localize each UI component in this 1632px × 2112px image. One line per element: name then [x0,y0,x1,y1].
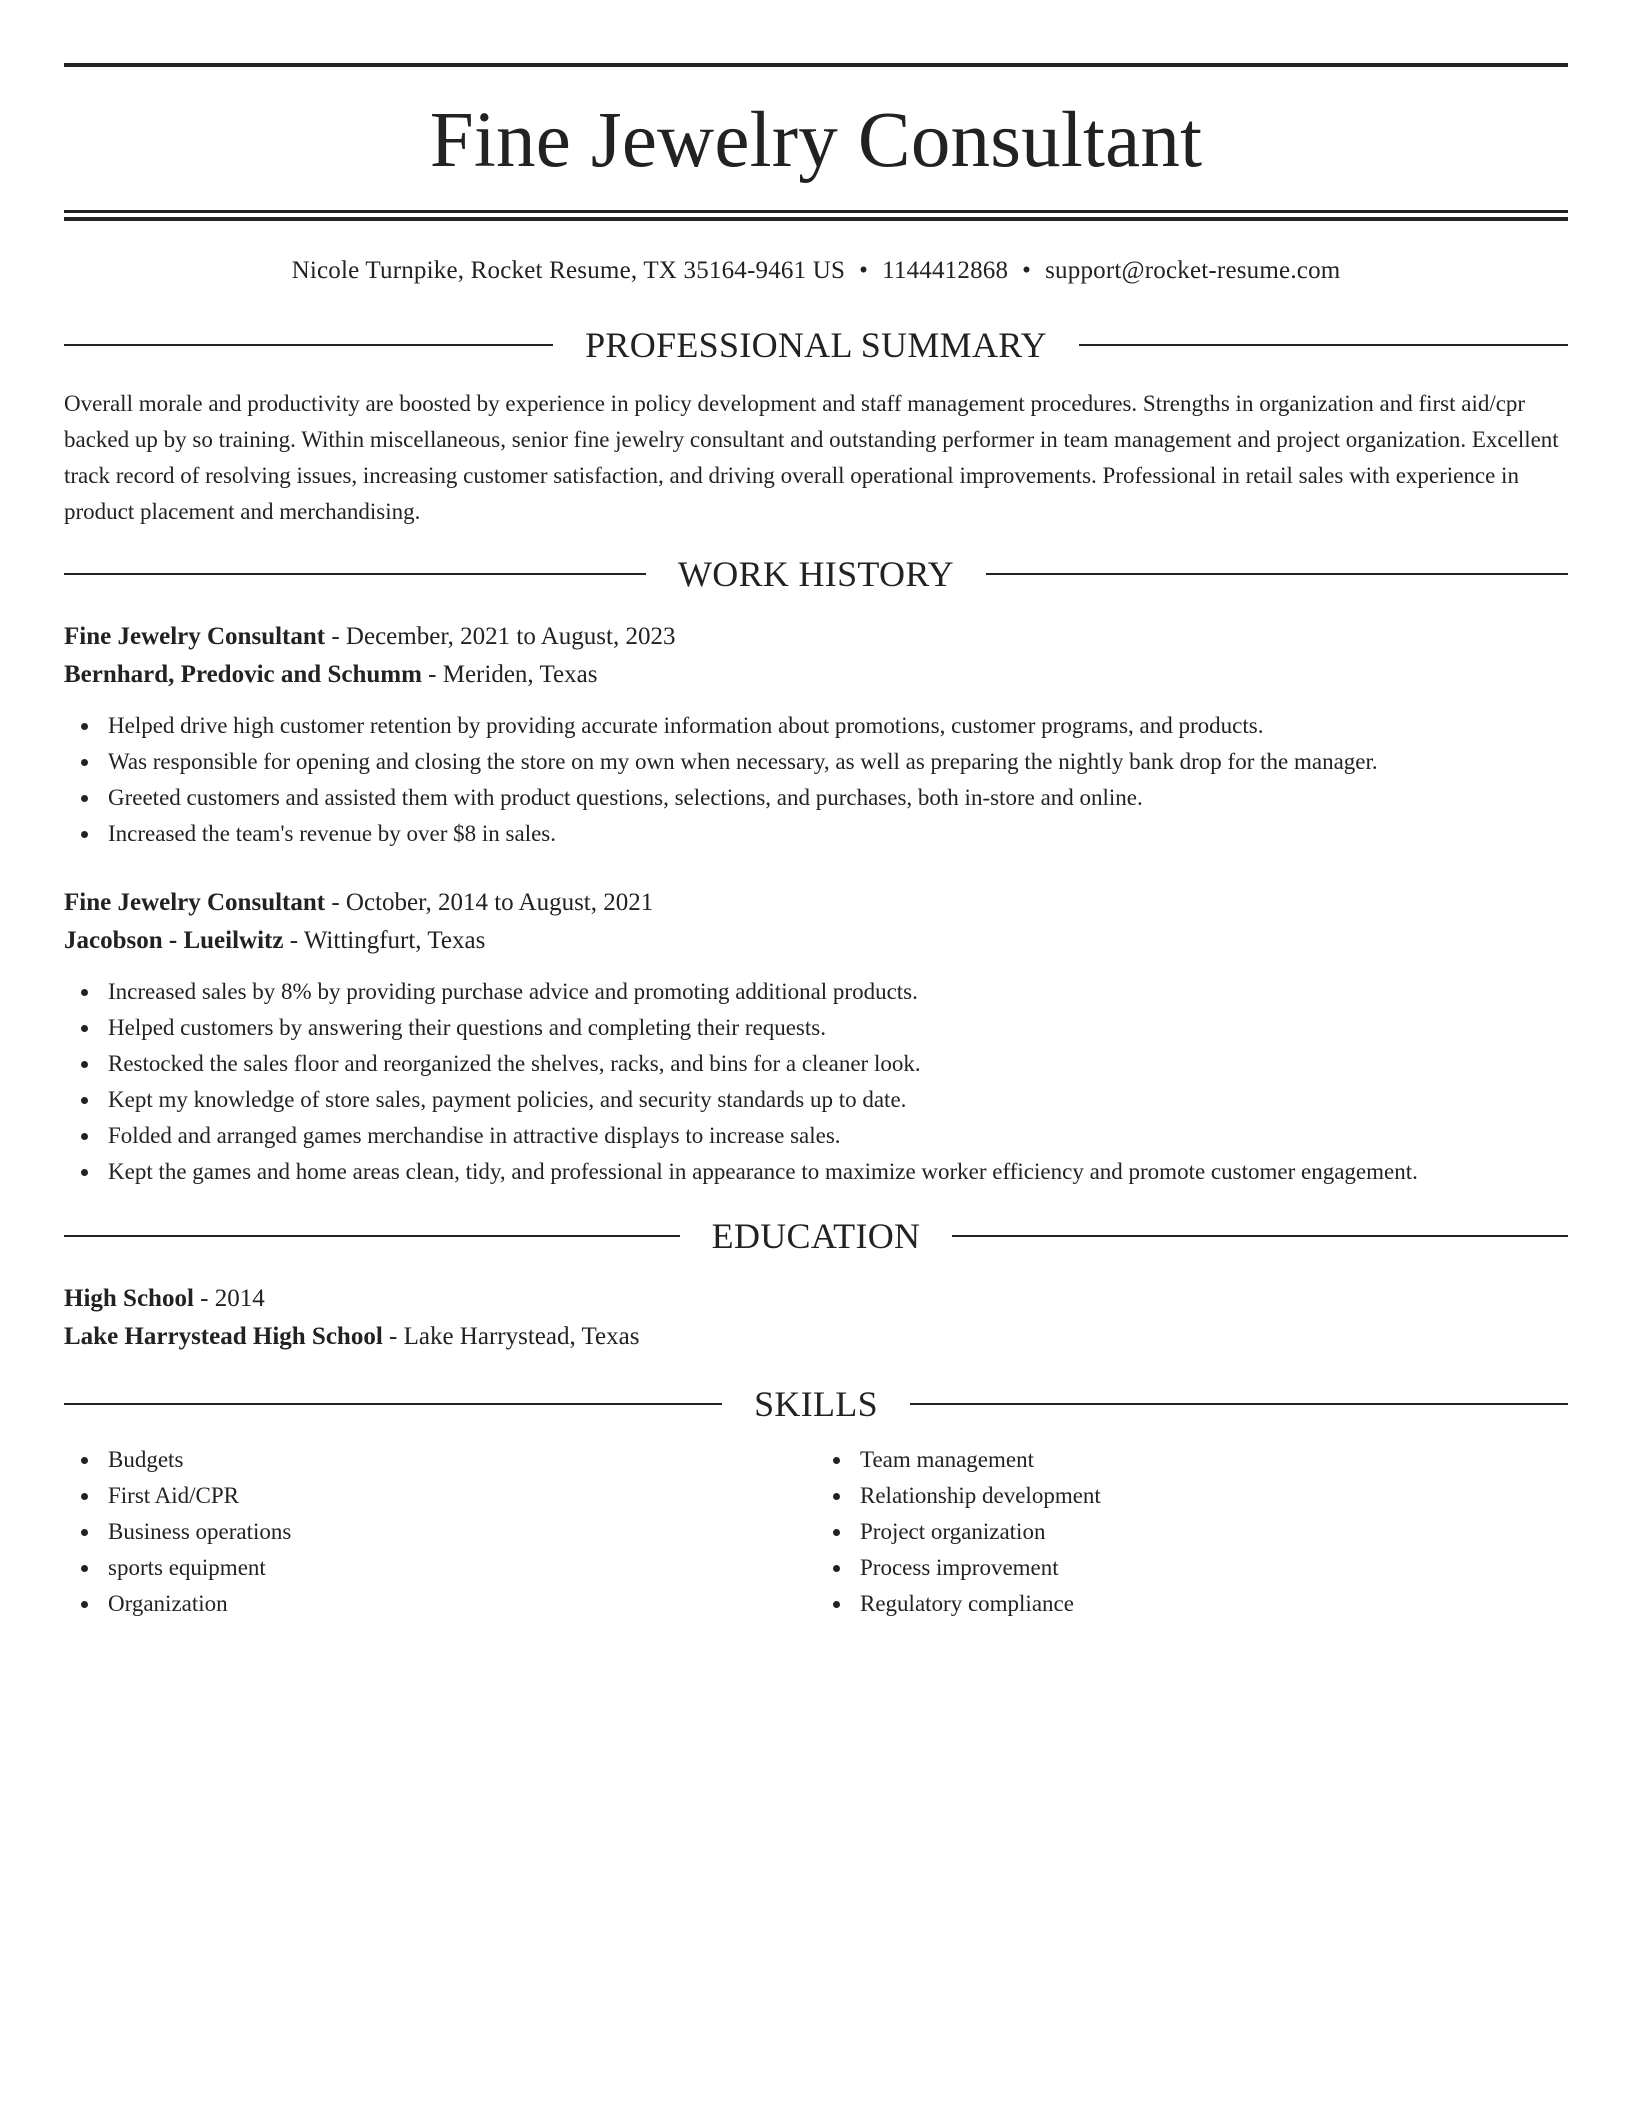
skill-item: Regulatory compliance [816,1586,1568,1622]
job-entry [64,618,1568,852]
skill-item: Relationship development [816,1478,1568,1514]
list-item: Was responsible for opening and closing the store on my own when necessary, as well as preparing the nightly bank drop for the manager. [64,744,1568,780]
list-item: Greeted customers and assisted them with product questions, selections, and purchases, both in-store and online. [64,780,1568,816]
education-location: - Lake Harrystead, Texas [382,1323,640,1350]
list-item: Restocked the sales floor and reorganized the shelves, racks, and bins for a cleaner look. [64,1046,1568,1082]
section-heading-summary [64,327,1568,363]
skill-item: Business operations [64,1514,816,1550]
section-title: SKILLS [754,1384,878,1424]
list-item: Folded and arranged games merchandise in attractive displays to increase sales. [64,1118,1568,1154]
job-location: - Meriden, Texas [421,661,598,688]
job-bullets [64,974,1568,1190]
skill-item: Organization [64,1586,816,1622]
section-heading-skills [64,1386,1568,1422]
education-degree: High School [64,1285,194,1312]
skills-list-right [816,1442,1568,1622]
job-location: - Wittingfurt, Texas [283,927,486,954]
divider [64,344,553,346]
divider [64,1403,722,1405]
title-double-rule [64,210,1568,221]
skill-item: sports equipment [64,1550,816,1586]
skill-item: Project organization [816,1514,1568,1550]
skill-item: Process improvement [816,1550,1568,1586]
divider [64,573,646,575]
contact-separator: • [1022,257,1032,284]
skill-item: First Aid/CPR [64,1478,816,1514]
resume-title: Fine Jewelry Consultant [429,97,1203,184]
divider [1079,344,1568,346]
education-school-line [64,1318,1568,1356]
divider [952,1235,1568,1237]
divider [64,1235,680,1237]
section-title: PROFESSIONAL SUMMARY [585,325,1047,365]
contact-email: support@rocket-resume.com [1045,257,1341,284]
summary-paragraph: Overall morale and productivity are boosted by experience in policy development and staff management procedures. Strengths in organization and first aid/cpr backed up by so training. Within miscellaneous, senior fine jewelry consultant and outstanding performer in team management and project organization. Excellent track record of resolving issues, increasing customer satisfaction, and driving overall operational improvements. Professional in retail sales with experience in product placement and merchandising. [64,391,1559,524]
section-heading-work-history [64,556,1568,592]
job-company: Jacobson - Lueilwitz [64,927,284,954]
job-title: Fine Jewelry Consultant [64,889,326,916]
contact-separator: • [859,257,869,284]
contact-phone: 1144412868 [882,257,1009,284]
job-dates: - October, 2014 to August, 2021 [325,889,654,916]
section-title: WORK HISTORY [678,554,954,594]
job-title-line [64,618,1568,656]
list-item: Kept the games and home areas clean, tidy, and professional in appearance to maximize worker efficiency and promote customer engagement. [64,1154,1568,1190]
divider [986,573,1568,575]
education-entry [64,1280,1568,1356]
divider [910,1403,1568,1405]
skill-item: Budgets [64,1442,816,1478]
skill-item: Team management [816,1442,1568,1478]
job-dates: - December, 2021 to August, 2023 [325,623,676,650]
list-item: Increased sales by 8% by providing purchase advice and promoting additional products. [64,974,1568,1010]
skills-list-left [64,1442,816,1622]
education-degree-line [64,1280,1568,1318]
list-item: Helped customers by answering their questions and completing their requests. [64,1010,1568,1046]
job-entry [64,884,1568,1190]
section-heading-education [64,1218,1568,1254]
job-company: Bernhard, Predovic and Schumm [64,661,422,688]
contact-address: Nicole Turnpike, Rocket Resume, TX 35164-9461 US [291,257,846,284]
contact-line [64,258,1568,283]
list-item: Increased the team's revenue by over $8 in sales. [64,816,1568,852]
job-title-line [64,884,1568,922]
list-item: Helped drive high customer retention by providing accurate information about promotions, customer programs, and products. [64,708,1568,744]
education-school: Lake Harrystead High School [64,1323,383,1350]
job-title: Fine Jewelry Consultant [64,623,326,650]
job-company-line [64,922,1568,960]
skills-columns [64,1442,1568,1622]
section-title: EDUCATION [711,1216,921,1256]
list-item: Kept my knowledge of store sales, payment policies, and security standards up to date. [64,1082,1568,1118]
job-company-line [64,656,1568,694]
top-rule [64,63,1568,67]
education-year: - 2014 [193,1285,265,1312]
job-bullets [64,708,1568,852]
